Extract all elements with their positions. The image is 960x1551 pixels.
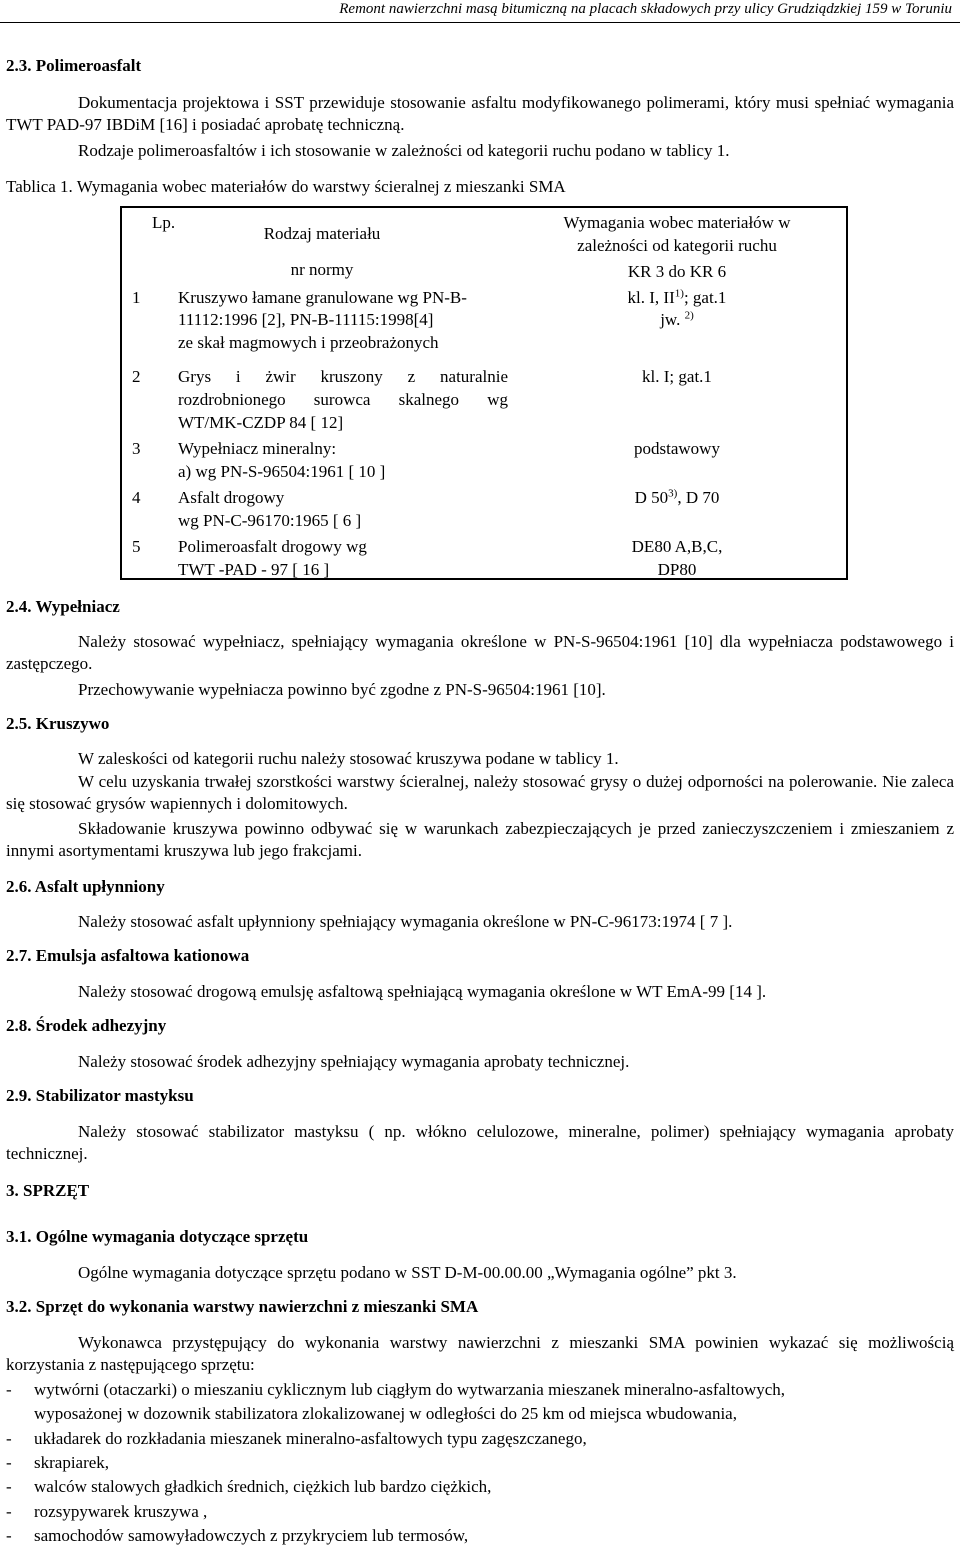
paragraph: W celu uzyskania trwałej szorstkości warstwy ścieralnej, należy stosować grysy o dużej odporności na polerowanie. Nie zaleca się stosować grysów wapiennych i dolomitowych. (6, 772, 954, 813)
section-heading: 2.5. Kruszywo (6, 714, 110, 733)
table-header-norm: nr normy (290, 260, 354, 279)
list-item: skrapiarek, (34, 1453, 110, 1472)
table-header-traffic-category: KR 3 do KR 6 (627, 262, 727, 281)
paragraph: Składowanie kruszywa powinno odbywać się w warunkach zabezpieczających je przed zanieczyszczeniem i zmieszaniem z innymi asortymentami kruszywa lub jego frakcjami. (6, 819, 954, 860)
row-material-line: TWT -PAD - 97 [ 16 ] (178, 560, 330, 579)
paragraph: Rodzaje polimeroasfaltów i ich stosowanie w zależności od kategorii ruchu podano w tablicy 1. (78, 141, 730, 160)
section-heading: 2.6. Asfalt upłynniony (6, 877, 165, 896)
row-number: 1 (132, 288, 141, 307)
row-number: 2 (132, 367, 141, 386)
row-material-line: ze skał magmowych i przeobrażonych (178, 333, 439, 352)
chapter-heading: 3. SPRZĘT (6, 1181, 90, 1200)
row-number: 4 (132, 488, 141, 507)
paragraph: Należy stosować drogową emulsję asfaltową spełniającą wymagania określone w WT EmA-99 [14 ]. (78, 982, 767, 1001)
paragraph: W zaleskości od kategorii ruchu należy stosować kruszywa podane w tablicy 1. (78, 749, 619, 768)
table-header-requirements-2: zależności od kategorii ruchu (577, 236, 777, 255)
paragraph: Ogólne wymagania dotyczące sprzętu podano w SST D-M-00.00.00 „Wymagania ogólne” pkt 3. (78, 1263, 737, 1282)
table-header-material: Rodzaj materiału (263, 224, 381, 243)
list-item: walców stalowych gładkich średnich, ciężkich lub bardzo ciężkich, (34, 1477, 492, 1496)
list-item: samochodów samowyładowczych z przykryciem lub termosów, (34, 1526, 469, 1545)
row-requirement: DE80 A,B,C, (631, 537, 723, 556)
paragraph: Wykonawca przystępujący do wykonania warstwy nawierzchni z mieszanki SMA powinien wykazać się możliwością korzystania z następującego sprzętu: (6, 1333, 954, 1374)
paragraph: Należy stosować wypełniacz, spełniający wymagania określone w PN-S-96504:1961 [10] dla wypełniacza podstawowego i zastępczego. (6, 632, 954, 673)
list-bullet: - (6, 1502, 12, 1521)
paragraph: Dokumentacja projektowa i SST przewiduje stosowanie asfaltu modyfikowanego polimerami, który musi spełniać wymagania TWT PAD-97 IBDiM [16] i posiadać aprobatę techniczną. (6, 93, 954, 134)
row-material-line: 11112:1996 [2], PN-B-11115:1998[4] (178, 310, 434, 329)
row-material-line: Asfalt drogowy (178, 488, 285, 507)
list-item: rozsypywarek kruszywa , (34, 1502, 208, 1521)
list-bullet: - (6, 1453, 12, 1472)
section-heading: 3.2. Sprzęt do wykonania warstwy nawierzchni z mieszanki SMA (6, 1297, 479, 1316)
table-caption: Tablica 1. Wymagania wobec materiałów do warstwy ścieralnej z mieszanki SMA (6, 177, 566, 196)
row-material-line: Polimeroasfalt drogowy wg (178, 537, 367, 556)
table-header-requirements-1: Wymagania wobec materiałów w (563, 213, 791, 232)
list-item-continuation: wyposażonej w dozownik stabilizatora zlokalizowanej w odległości do 25 km od miejsca wbudowania, (34, 1404, 737, 1423)
section-heading: 2.9. Stabilizator mastyksu (6, 1086, 194, 1105)
row-requirement: jw. $^{2)}$ (660, 309, 694, 329)
list-item: wytwórni (otaczarki) o mieszaniu cyklicznym lub ciągłym do wytwarzania mieszanek mineralno-asfaltowych, (34, 1380, 786, 1399)
paragraph: Należy stosować stabilizator mastyksu ( np. włókno celulozowe, mineralne, polimer) spełniający wymagania aprobaty technicznej. (6, 1122, 954, 1163)
list-bullet: - (6, 1526, 12, 1545)
row-material-line: wg PN-C-96170:1965 [ 6 ] (178, 511, 362, 530)
row-requirement: D 50$^{3)}$, D 70 (634, 487, 720, 507)
row-material-line: Kruszywo łamane granulowane wg PN-B- (178, 288, 467, 307)
row-number: 3 (132, 439, 141, 458)
list-item: układarek do rozkładania mieszanek mineralno-asfaltowych typu zagęszczanego, (34, 1429, 587, 1448)
section-heading: 2.7. Emulsja asfaltowa kationowa (6, 946, 250, 965)
row-material-line: rozdrobnionego surowca skalnego wg (178, 390, 508, 409)
section-heading: 2.8. Środek adhezyjny (6, 1016, 167, 1035)
paragraph: Należy stosować środek adhezyjny spełniający wymagania aprobaty technicznej. (78, 1052, 630, 1071)
paragraph: Przechowywanie wypełniacza powinno być zgodne z PN-S-96504:1961 [10]. (78, 680, 606, 699)
header-rule (0, 22, 960, 23)
row-requirement: kl. I, II$^{1)}$; gat.1 (627, 287, 727, 307)
list-bullet: - (6, 1380, 12, 1399)
row-material-line: Wypełniacz mineralny: (178, 439, 337, 458)
section-heading: 2.4. Wypełniacz (6, 597, 120, 616)
section-heading: 2.3. Polimeroasfalt (6, 56, 142, 75)
row-material-line: Grys i żwir kruszony z naturalnie (178, 367, 508, 386)
row-requirement: DP80 (657, 560, 697, 579)
running-header: Remont nawierzchni masą bitumiczną na placach składowych przy ulicy Grudziądzkiej 159 w Toruniu (339, 1, 952, 17)
row-material-line: a) wg PN-S-96504:1961 [ 10 ] (178, 462, 386, 481)
row-number: 5 (132, 537, 141, 556)
table-header-lp: Lp. (152, 213, 176, 232)
section-heading: 3.1. Ogólne wymagania dotyczące sprzętu (6, 1227, 309, 1246)
list-bullet: - (6, 1477, 12, 1496)
row-material-line: WT/MK-CZDP 84 [ 12] (178, 413, 344, 432)
row-requirement: podstawowy (634, 439, 720, 458)
row-requirement: kl. I; gat.1 (642, 367, 712, 386)
requirements-table (120, 206, 848, 580)
list-bullet: - (6, 1429, 12, 1448)
paragraph: Należy stosować asfalt upłynniony spełniający wymagania określone w PN-C-96173:1974 [ 7 ]. (78, 912, 733, 931)
